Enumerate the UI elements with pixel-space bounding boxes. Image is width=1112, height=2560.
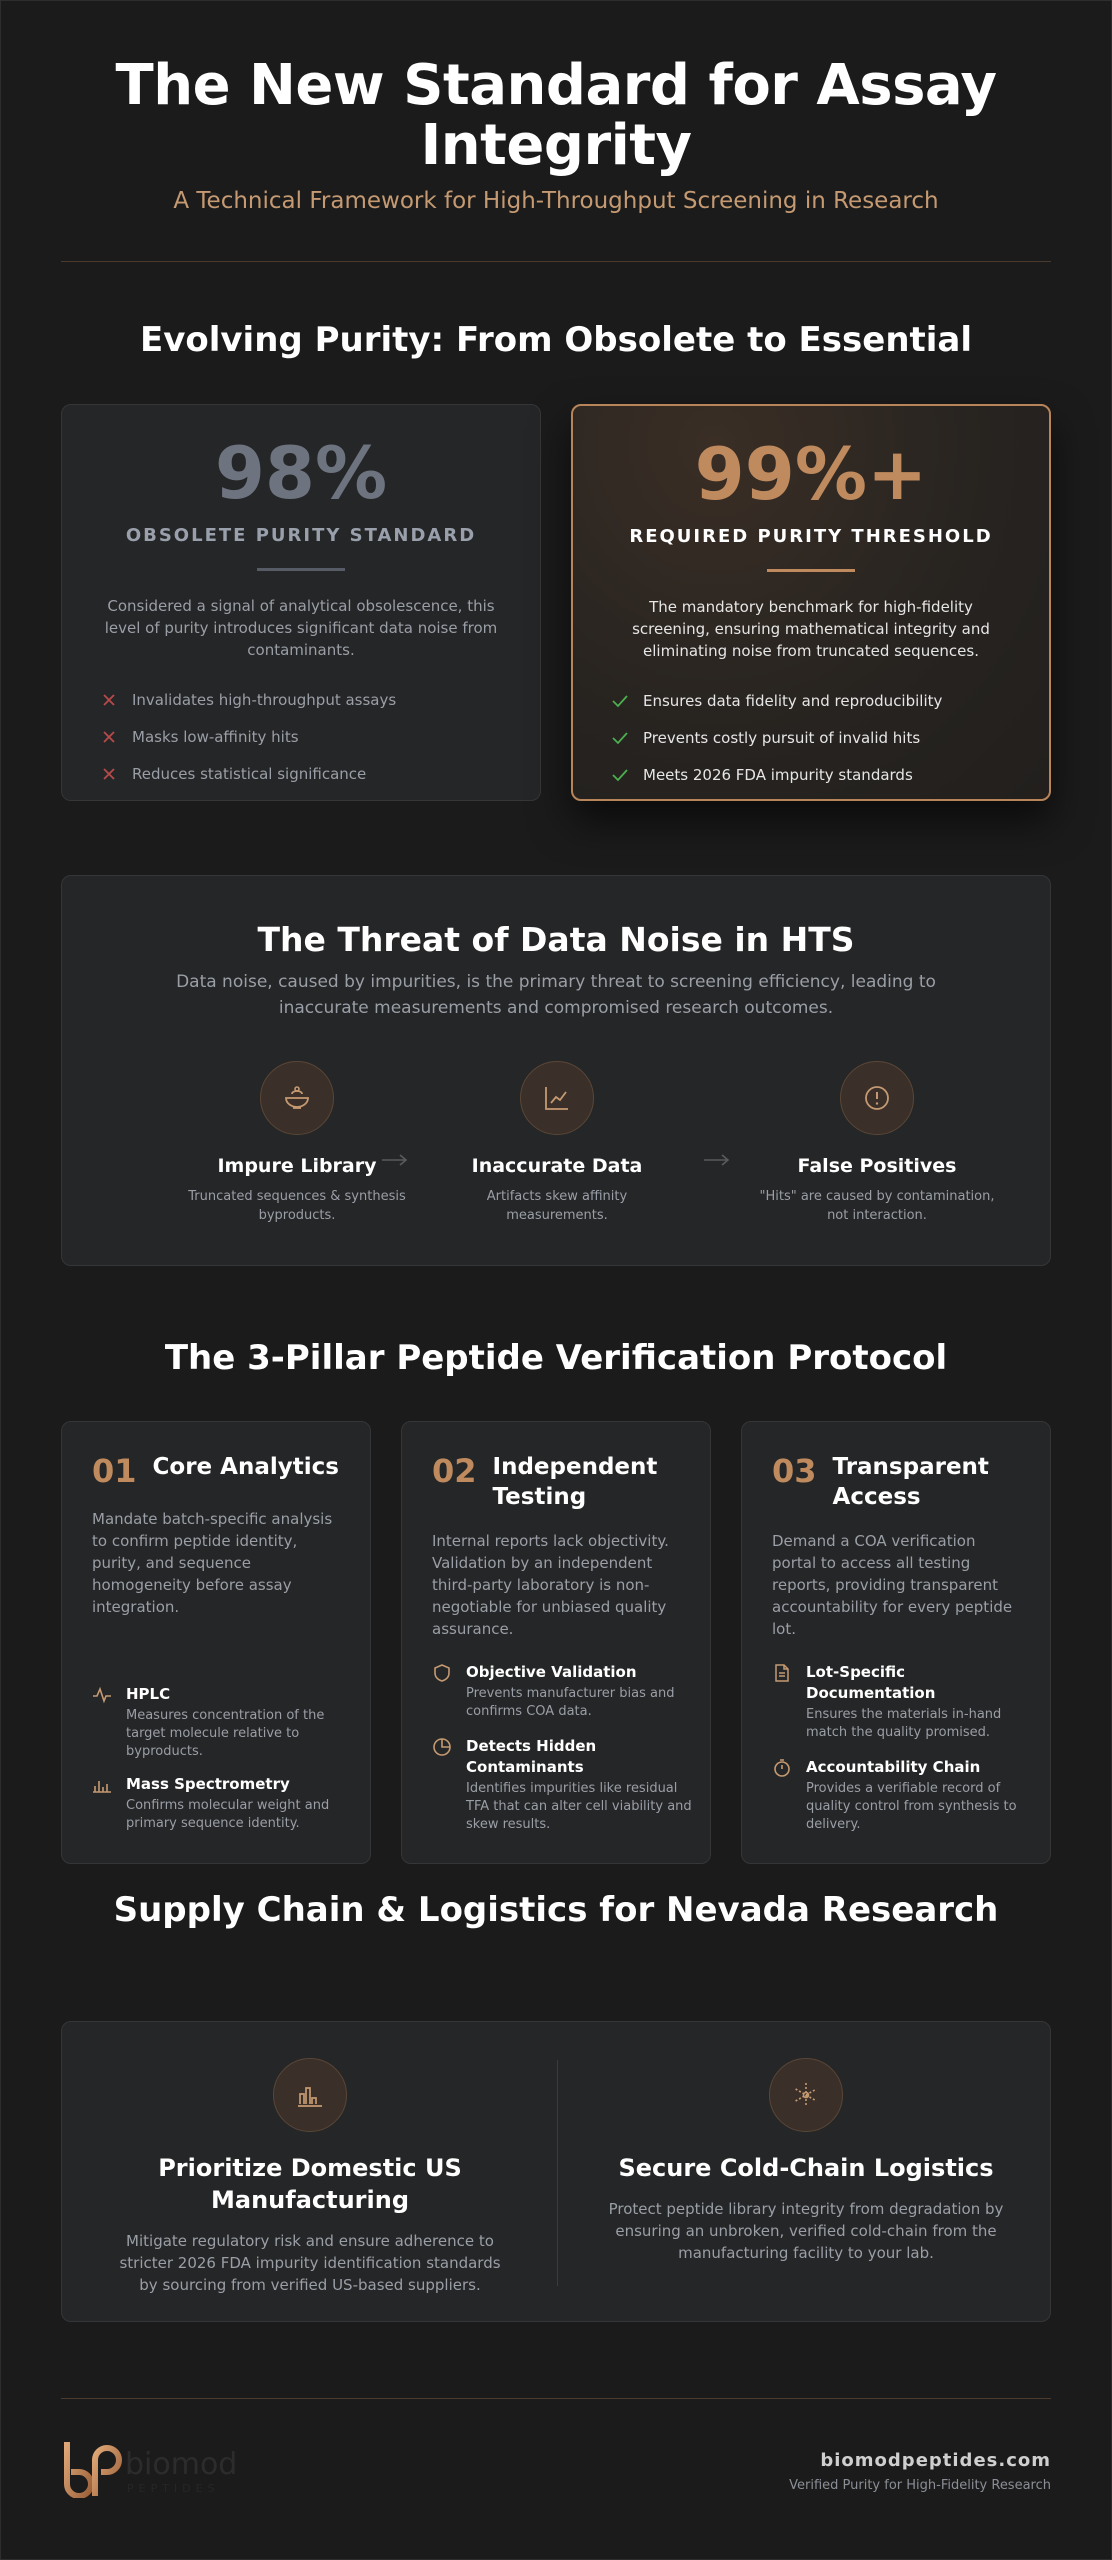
pillar-number: 03 bbox=[772, 1452, 817, 1490]
obsolete-divider bbox=[257, 568, 345, 571]
snowflake-icon bbox=[769, 2058, 843, 2132]
feature-text: Provides a verifiable record of quality control from synthesis to delivery. bbox=[806, 1781, 1017, 1832]
pillar-card-independent-testing bbox=[401, 1421, 711, 1864]
feature-text: Identifies impurities like residual TFA that can alter cell viability and skew results. bbox=[466, 1781, 692, 1832]
noise-description: Data noise, caused by impurities, is the primary threat to screening efficiency, leading to inaccurate measurements and compromised research outcomes. bbox=[176, 972, 936, 1018]
shield-icon bbox=[432, 1663, 452, 1683]
pillar-description: Mandate batch-specific analysis to confirm peptide identity, purity, and sequence homogeneity before assay integration. bbox=[92, 1510, 333, 1616]
feature-name: Lot-Specific Documentation bbox=[806, 1663, 936, 1702]
list-item: Prevents costly pursuit of invalid hits bbox=[611, 719, 1011, 756]
pillar-card-transparent-access bbox=[741, 1421, 1051, 1864]
footer-divider bbox=[61, 2398, 1051, 2399]
x-icon bbox=[100, 765, 118, 783]
arrow-right-icon bbox=[702, 1153, 732, 1167]
footer-tagline: Verified Purity for High-Fidelity Research bbox=[789, 2478, 1051, 2493]
feature-text: Confirms molecular weight and primary sequence identity. bbox=[126, 1798, 330, 1831]
x-icon bbox=[100, 728, 118, 746]
pillar-number: 01 bbox=[92, 1452, 137, 1490]
pillar-title: Core Analytics bbox=[152, 1454, 339, 1480]
list-item: Invalidates high-throughput assays bbox=[100, 681, 502, 718]
data-noise-card bbox=[61, 875, 1051, 1266]
check-icon bbox=[611, 729, 629, 747]
feature-name: Detects Hidden Contaminants bbox=[466, 1737, 597, 1776]
supply-item-text: Mitigate regulatory risk and ensure adherence to stricter 2026 FDA impurity identification standards by sourcing from verified US-based suppliers. bbox=[119, 2232, 501, 2294]
obsolete-purity-card bbox=[61, 404, 541, 801]
flow-step-name: False Positives bbox=[797, 1155, 957, 1177]
purity-section-title: Evolving Purity: From Obsolete to Essential bbox=[139, 320, 973, 360]
noise-title: The Threat of Data Noise in HTS bbox=[257, 920, 855, 959]
pillar-title: Independent Testing bbox=[492, 1454, 658, 1510]
flow-step-text: "Hits" are caused by contamination, not interaction. bbox=[759, 1189, 995, 1223]
feature-name: Mass Spectrometry bbox=[126, 1775, 290, 1793]
supply-section-title: Supply Chain & Logistics for Nevada Research bbox=[113, 1890, 999, 1930]
required-divider bbox=[767, 569, 855, 572]
required-purity-label: REQUIRED PURITY THRESHOLD bbox=[629, 526, 993, 547]
noise-flow bbox=[62, 1061, 1052, 1241]
pie-icon bbox=[432, 1737, 452, 1757]
obsolete-purity-label: OBSOLETE PURITY STANDARD bbox=[125, 525, 477, 546]
obsolete-purity-description: Considered a signal of analytical obsolescence, this level of purity introduces significant data noise from contaminants. bbox=[104, 597, 498, 659]
flow-step-name: Inaccurate Data bbox=[471, 1155, 643, 1177]
feature-name: Accountability Chain bbox=[806, 1758, 981, 1776]
supply-item-name: Secure Cold-Chain Logistics bbox=[618, 2154, 994, 2182]
document-icon bbox=[772, 1663, 792, 1683]
list-item: Meets 2026 FDA impurity standards bbox=[611, 756, 1011, 793]
list-item: Ensures data fidelity and reproducibility bbox=[611, 682, 1011, 719]
flow-step-inaccurate-data bbox=[437, 1061, 677, 1225]
list-item: Masks low-affinity hits bbox=[100, 718, 502, 755]
pillar-number: 02 bbox=[432, 1452, 477, 1490]
check-icon bbox=[611, 766, 629, 784]
bowl-icon bbox=[260, 1061, 334, 1135]
flow-step-text: Truncated sequences & synthesis byproducts. bbox=[188, 1189, 406, 1223]
page-title: The New Standard for Assay Integrity bbox=[115, 53, 997, 178]
supply-item-cold-chain bbox=[606, 2058, 1006, 2264]
feature-text: Prevents manufacturer bias and confirms COA data. bbox=[466, 1686, 675, 1719]
feature-name: Objective Validation bbox=[466, 1663, 637, 1681]
feature-hplc bbox=[92, 1684, 352, 1761]
svg-text:PEPTIDES: PEPTIDES bbox=[127, 2482, 220, 2495]
flow-step-text: Artifacts skew affinity measurements. bbox=[486, 1189, 628, 1223]
required-purity-value: 99%+ bbox=[694, 432, 928, 516]
feature-lot-specific-documentation bbox=[772, 1662, 1032, 1742]
supply-item-name: Prioritize Domestic US Manufacturing bbox=[158, 2154, 462, 2214]
x-icon bbox=[100, 691, 118, 709]
header-divider bbox=[61, 261, 1051, 262]
pillar-title: Transparent Access bbox=[832, 1454, 989, 1510]
feature-mass-spectrometry bbox=[92, 1774, 352, 1833]
feature-text: Measures concentration of the target molecule relative to byproducts. bbox=[126, 1708, 325, 1759]
check-icon bbox=[611, 692, 629, 710]
biomod-logo-icon bbox=[61, 2440, 301, 2498]
feature-name: HPLC bbox=[126, 1685, 171, 1703]
pulse-icon bbox=[92, 1685, 112, 1705]
pillar-card-core-analytics bbox=[61, 1421, 371, 1864]
pillars-section-title: The 3-Pillar Peptide Verification Protocol bbox=[164, 1338, 948, 1378]
list-item: Reduces statistical significance bbox=[100, 755, 502, 792]
feature-objective-validation bbox=[432, 1662, 692, 1721]
spectrum-icon bbox=[92, 1775, 112, 1795]
alert-circle-icon bbox=[840, 1061, 914, 1135]
pillar-description: Internal reports lack objectivity. Validation by an independent third-party laboratory is non-negotiable for unbiased quality assurance. bbox=[432, 1532, 669, 1638]
supply-divider bbox=[557, 2060, 558, 2286]
page-subtitle: A Technical Framework for High-Throughput Screening in Research bbox=[173, 188, 939, 214]
timer-icon bbox=[772, 1758, 792, 1778]
required-purity-card bbox=[571, 404, 1051, 801]
required-benefits-list bbox=[611, 682, 1011, 793]
arrow-right-icon bbox=[380, 1153, 410, 1167]
flow-step-false-positives bbox=[757, 1061, 997, 1225]
factory-icon bbox=[273, 2058, 347, 2132]
line-chart-icon bbox=[520, 1061, 594, 1135]
feature-detects-hidden-contaminants bbox=[432, 1736, 692, 1834]
obsolete-purity-value: 98% bbox=[214, 431, 388, 515]
footer-site-link[interactable]: biomodpeptides.com bbox=[820, 2450, 1051, 2471]
feature-text: Ensures the materials in-hand match the quality promised. bbox=[806, 1707, 1002, 1740]
supply-card bbox=[61, 2021, 1051, 2322]
flow-step-impure-library bbox=[177, 1061, 417, 1225]
feature-accountability-chain bbox=[772, 1757, 1032, 1834]
required-purity-description: The mandatory benchmark for high-fidelity screening, ensuring mathematical integrity and eliminating noise from truncated sequences. bbox=[632, 598, 990, 660]
svg-text:biomod: biomod bbox=[125, 2447, 238, 2482]
flow-step-name: Impure Library bbox=[217, 1155, 377, 1177]
obsolete-drawbacks-list bbox=[100, 681, 502, 792]
supply-item-text: Protect peptide library integrity from degradation by ensuring an unbroken, verified cold-chain from the manufacturing facility to your lab. bbox=[608, 2200, 1004, 2262]
pillar-description: Demand a COA verification portal to access all testing reports, providing transparent accountability for every peptide lot. bbox=[772, 1532, 1013, 1638]
supply-item-domestic bbox=[110, 2058, 510, 2296]
